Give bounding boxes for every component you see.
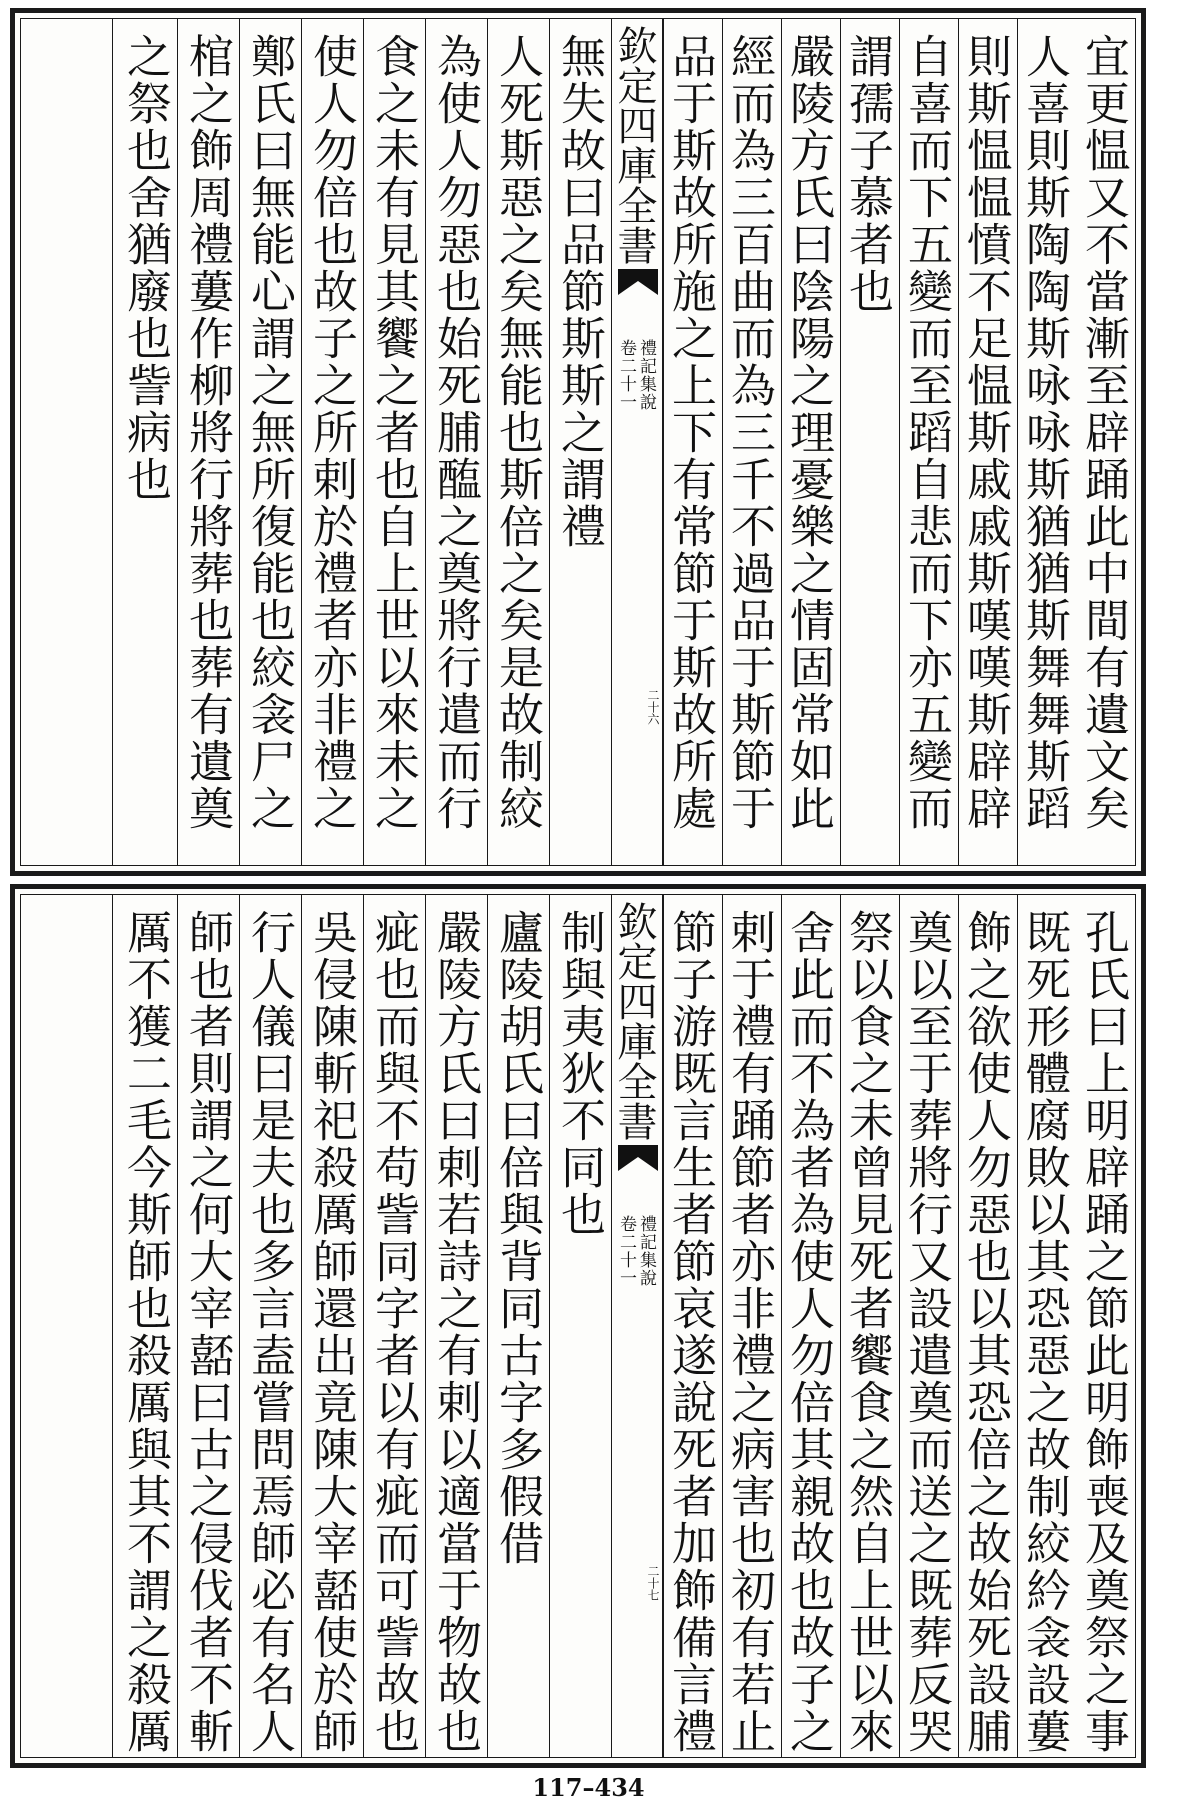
text-column: 既死形體腐敗以其恐惡之故制絞紟衾設蔞 xyxy=(1017,895,1076,1757)
text-column: 為使人勿惡也始死脯醢之奠將行遣而行 xyxy=(425,19,487,865)
scan-page-number: 117–434 xyxy=(532,1773,645,1802)
top-page-inner-border xyxy=(20,18,1136,866)
bottom-page-inner-border xyxy=(20,894,1136,1758)
top-center-fold xyxy=(611,19,663,865)
text-column: 經而為三百曲而為三千不過品于斯節于 xyxy=(722,19,781,865)
text-column: 奠以至于葬將行又設遣奠而送之既葬反哭 xyxy=(899,895,958,1757)
volume-label: 卷二十一 xyxy=(616,339,636,411)
text-column: 師也者則謂之何大宰嚭曰古之侵伐者不斬 xyxy=(177,895,239,1757)
text-column: 制與夷狄不同也 xyxy=(549,895,611,1757)
bottom-page-frame xyxy=(10,884,1146,1768)
text-column: 使人勿倍也故子之所剌於禮者亦非禮之 xyxy=(301,19,363,865)
text-column: 宜更愠又不當漸至辟踊此中間有遺文矣 xyxy=(1077,33,1130,832)
text-column: 食之未有見其饗之者也自上世以來未之 xyxy=(363,19,425,865)
text-column: 吳侵陳斬祀殺厲師還出竟陳大宰嚭使於師 xyxy=(301,895,363,1757)
text-column: 剌于禮有踊節者亦非禮之病害也初有若止 xyxy=(722,895,781,1757)
text-column: 行人儀曰是夫也多言盍嘗問焉師必有名人 xyxy=(239,895,301,1757)
text-column: 人喜則斯陶陶斯咏咏斯猶猶斯舞舞斯蹈 xyxy=(1017,19,1076,865)
book-series-title: 欽定四庫全書 xyxy=(611,25,657,265)
text-column: 孔氏曰上明辟踊之節此明飾喪及奠祭之事 xyxy=(1077,909,1130,1755)
bottom-center-fold xyxy=(611,895,663,1757)
page-number: 二十七 xyxy=(646,1565,660,1601)
text-column: 無失故曰品節斯斯之謂禮 xyxy=(549,19,611,865)
text-column: 節子游既言生者節哀遂說死者加飾備言禮 xyxy=(663,895,722,1757)
text-column: 鄭氏曰無能心謂之無所復能也絞衾尸之 xyxy=(239,19,301,865)
text-column: 廬陵胡氏曰倍與背同古字多假借 xyxy=(487,895,549,1757)
page-number: 二十六 xyxy=(646,689,660,725)
text-column: 飾之欲使人勿惡也以其恐倍之故始死設脯 xyxy=(958,895,1017,1757)
text-column: 嚴陵方氏曰陰陽之理憂樂之情固常如此 xyxy=(781,19,840,865)
volume-label: 卷二十一 xyxy=(616,1215,636,1287)
book-title: 禮記集說 xyxy=(636,1215,656,1287)
text-column: 品于斯故所施之上下有常節于斯故所處 xyxy=(663,19,722,865)
fishtail-mark-icon xyxy=(618,1145,658,1171)
text-column: 自喜而下五變而至蹈自悲而下亦五變而 xyxy=(899,19,958,865)
top-page-frame xyxy=(10,8,1146,876)
fishtail-mark-icon xyxy=(618,269,658,295)
text-column: 嚴陵方氏曰剌若詩之有剌以適當于物故也 xyxy=(425,895,487,1757)
text-column: 厲不獲二毛今斯師也殺厲與其不謂之殺厲 xyxy=(112,895,177,1757)
text-column: 祭以食之未曾見死者饗食之然自上世以來 xyxy=(840,895,899,1757)
text-column: 謂孺子慕者也 xyxy=(840,19,899,865)
text-column: 則斯愠愠憤不足愠斯戚戚斯嘆嘆斯辟辟 xyxy=(958,19,1017,865)
text-column: 疵也而與不苟訾同字者以有疵而可訾故也 xyxy=(363,895,425,1757)
book-title: 禮記集說 xyxy=(636,339,656,411)
text-column: 棺之飾周禮蔞作柳將行將葬也葬有遺奠 xyxy=(177,19,239,865)
text-column: 之祭也舍猶廢也訾病也 xyxy=(112,19,177,865)
book-series-title: 欽定四庫全書 xyxy=(611,901,657,1141)
text-column: 舍此而不為者為使人勿倍其親故也故子之 xyxy=(781,895,840,1757)
text-column: 人死斯惡之矣無能也斯倍之矣是故制絞 xyxy=(487,19,549,865)
